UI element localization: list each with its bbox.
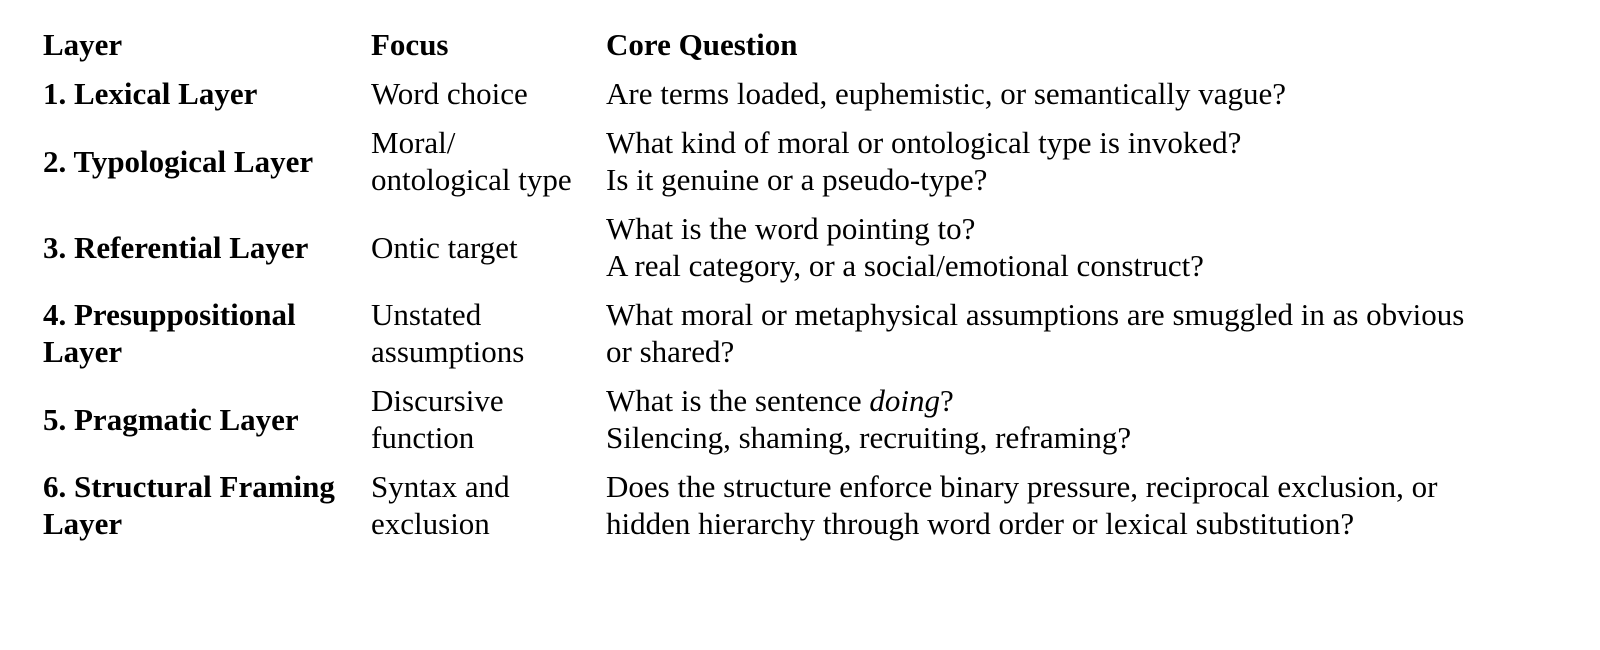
question-cell xyxy=(606,75,1546,124)
focus-cell xyxy=(371,296,606,382)
focus-text: Word choice xyxy=(371,76,528,111)
layer-cell xyxy=(43,210,371,296)
focus-cell xyxy=(371,382,606,468)
question-text: What kind of moral or ontological type is invoked? xyxy=(606,125,1242,160)
question-cell xyxy=(606,124,1546,210)
question-text: A real category, or a social/emotional construct? xyxy=(606,248,1204,283)
layer-name-text: 2. Typological Layer xyxy=(43,143,314,179)
question-cell xyxy=(606,296,1546,382)
layer-cell xyxy=(43,296,371,382)
question-emphasis: doing xyxy=(869,383,941,418)
focus-text: exclusion xyxy=(371,506,490,541)
layer-name-text: Layer xyxy=(43,334,123,369)
focus-cell xyxy=(371,210,606,296)
focus-text: Unstated xyxy=(371,297,482,332)
table-row xyxy=(43,75,1546,124)
table-row xyxy=(43,210,1546,296)
focus-text: assumptions xyxy=(371,334,525,369)
layer-name-text: 1. Lexical Layer xyxy=(43,76,258,111)
focus-text: Discursive xyxy=(371,383,504,418)
focus-cell xyxy=(371,468,606,554)
table-row xyxy=(43,296,1546,382)
focus-cell xyxy=(371,124,606,210)
header-focus: Focus xyxy=(371,27,449,62)
layer-name-text: 5. Pragmatic Layer xyxy=(43,401,299,437)
question-text: What moral or metaphysical assumptions are smuggled in as obvious xyxy=(606,297,1465,332)
focus-text: Syntax and xyxy=(371,469,510,504)
layer-name-text: 4. Presuppositional xyxy=(43,297,296,332)
question-cell xyxy=(606,468,1546,554)
question-text: Is it genuine or a pseudo-type? xyxy=(606,162,988,197)
header-layer: Layer xyxy=(43,27,123,62)
question-text-part: What is the sentence xyxy=(606,383,870,418)
question-cell xyxy=(606,382,1546,468)
header-core-question: Core Question xyxy=(606,27,798,62)
question-text: hidden hierarchy through word order or lexical substitution? xyxy=(606,506,1355,541)
layers-table xyxy=(43,26,1546,554)
layer-name-text: Layer xyxy=(43,506,123,541)
table-header-row xyxy=(43,26,1546,75)
layer-name-text: 3. Referential Layer xyxy=(43,229,309,265)
question-text-part: ? xyxy=(940,383,954,418)
table-row xyxy=(43,124,1546,210)
layer-cell xyxy=(43,382,371,468)
focus-text: function xyxy=(371,420,475,455)
question-text: Silencing, shaming, recruiting, reframing? xyxy=(606,420,1132,455)
focus-text: Moral/ xyxy=(371,125,456,160)
question-cell xyxy=(606,210,1546,296)
question-text: Does the structure enforce binary pressure, reciprocal exclusion, or xyxy=(606,469,1438,504)
question-text: or shared? xyxy=(606,334,735,369)
layer-name-text: 6. Structural Framing xyxy=(43,469,335,504)
question-text xyxy=(606,382,1546,419)
focus-cell xyxy=(371,75,606,124)
layer-cell xyxy=(43,75,371,124)
layer-cell xyxy=(43,468,371,554)
layer-cell xyxy=(43,124,371,210)
focus-text: Ontic target xyxy=(371,229,518,265)
table-row xyxy=(43,468,1546,554)
table-row xyxy=(43,382,1546,468)
question-text: Are terms loaded, euphemistic, or semantically vague? xyxy=(606,76,1287,111)
question-text: What is the word pointing to? xyxy=(606,211,976,246)
focus-text: ontological type xyxy=(371,162,572,197)
